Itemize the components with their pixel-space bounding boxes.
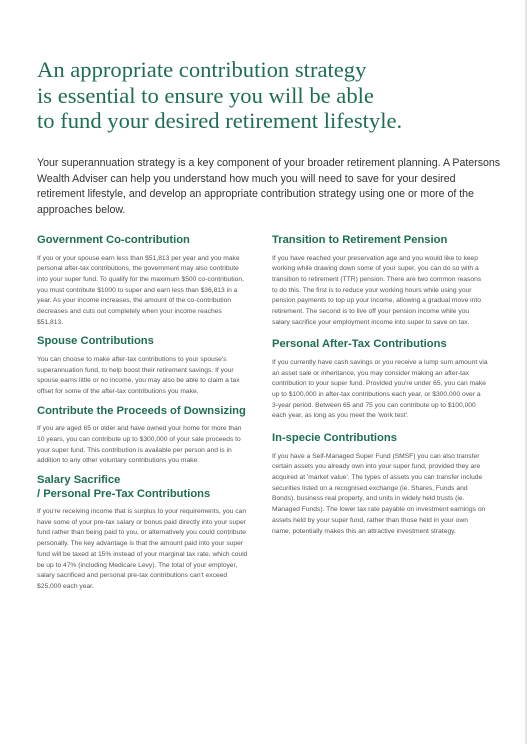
right-column bbox=[272, 234, 488, 547]
intro-paragraph: Your superannuation strategy is a key component of your broader retirement planning. A Patersons Wealth Adviser can help you understand how much you will need to save for your desired retirement lifestyle, and develop an appropriate contribution strategy using one or more of the approaches below. bbox=[37, 157, 501, 216]
section-title-line-1: Salary Sacrifice bbox=[37, 474, 121, 487]
headline-line-2: is essential to ensure you will be able bbox=[37, 82, 374, 108]
section-body: If you have a Self-Managed Super Fund (SMSF) you can also transfer certain assets you already own into your super fund, provided they are acquired at 'market value'. The types of assets you can transfer include securities listed on a recognised exchange (ie. Shares, Funds and Bonds), business real property, and units in widely held trusts (ie. Managed Funds). The lower tax rate payable on investment earnings on assets held by your super fund, rather than those held in your own name, potentially makes this an attractive investment strategy. bbox=[272, 452, 486, 535]
section-title: Transition to Retirement Pension bbox=[272, 234, 448, 246]
headline bbox=[37, 57, 507, 134]
section-title: Contribute the Proceeds of Downsizing bbox=[37, 404, 246, 417]
section-salary-sacrifice bbox=[37, 474, 249, 593]
section-personal-after-tax bbox=[272, 338, 488, 422]
section-body: You can choose to make after-tax contributions to your spouse's superannuation fund, to help boost their retirement savings. If your spouse earns little or no income, you may also be able to claim a tax offset for some of the after-tax contributions you make. bbox=[37, 355, 240, 396]
section-transition-to-retirement bbox=[272, 234, 488, 328]
section-body: If you are aged 65 or older and have owned your home for more than 10 years, you can contribute up to $300,000 of your sale proceeds to your super fund. This contribution is available per person and is in addition to any other voluntary contributions you make. bbox=[37, 425, 242, 465]
section-body: If you have reached your preservation age and you would like to keep working while drawing down some of your super, you can do so with a transition to retirement (TTR) pension. There are two common reasons to do this. The first is to reduce your working hours while using your pension payments to top up your income, allowing a gradual move into retirement. The second is to live off your pension income while you salary sacrifice your employment income into super to save on tax. bbox=[272, 254, 482, 326]
left-column bbox=[37, 234, 249, 600]
section-in-specie bbox=[272, 432, 488, 537]
section-title: Spouse Contributions bbox=[37, 335, 154, 348]
section-title bbox=[37, 474, 249, 501]
section-downsizing bbox=[37, 405, 249, 467]
headline-line-1: An appropriate contribution strategy bbox=[37, 57, 367, 82]
headline-line-3: to fund your desired retirement lifestyle. bbox=[37, 108, 403, 133]
section-spouse-contributions bbox=[37, 335, 249, 397]
section-title: Personal After-Tax Contributions bbox=[272, 338, 447, 351]
section-title: In-specie Contributions bbox=[272, 432, 397, 445]
section-body: If you or your spouse earn less than $51,813 per year and you make personal after-tax contributions, the government may also contribute into your super fund. To qualify for the maximum $500 co-contribution, you must contribute $1000 to super and earn less than $36,813 in a year. As your income increases, the amount of the co-contribution decreases and cuts out completely when your income reaches $51,813. bbox=[37, 254, 244, 326]
section-body: If you currently have cash savings or you receive a lump sum amount via an asset sale or inheritance, you may consider making an after-tax contribution to your super fund. Provided you're under 65, you can make up to $100,000 in after-tax contributions each year, or $300,000 over a 3-year period. Between 65 and 75 you can contribute up to $100,000 each year, as long as you meet the 'work test'. bbox=[272, 358, 488, 420]
section-title-line-2: / Personal Pre-Tax Contributions bbox=[37, 487, 211, 500]
section-government-co-contribution bbox=[37, 234, 249, 328]
section-body: If you're receiving income that is surplus to your requirements, you can have some of your pre-tax salary or bonus paid directly into your super fund rather than being paid to you, or alternatively you could contribute personally. The key advantage is that the amount paid into your super fund will be taxed at 15% instead of your marginal tax rate, which could be up to 47% (including Medicare Levy). The total of your employer, salary sacrificed and personal pre-tax contributions can't exceed $25,000 each year. bbox=[37, 508, 248, 590]
section-title: Government Co-contribution bbox=[37, 234, 190, 246]
